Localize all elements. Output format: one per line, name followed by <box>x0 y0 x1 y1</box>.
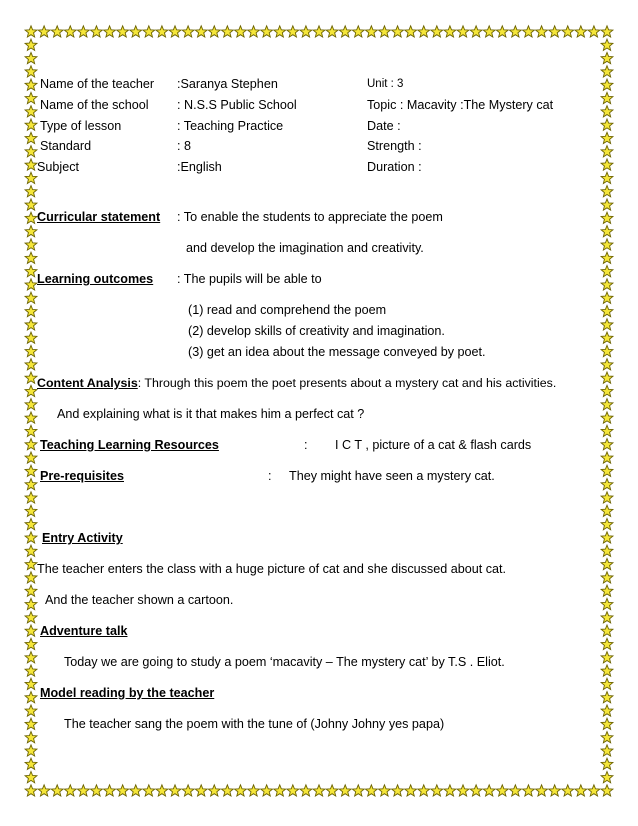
adventure-talk-text: Today we are going to study a poem ‘macavity – The mystery cat’ by T.S . Eliot. <box>64 655 505 669</box>
star-icon <box>51 785 63 796</box>
star-icon <box>25 665 37 676</box>
star-icon <box>601 479 613 490</box>
star-icon <box>25 265 37 276</box>
star-icon <box>444 785 456 796</box>
star-icon <box>169 26 181 37</box>
star-icon <box>601 345 613 356</box>
star-icon <box>601 412 613 423</box>
star-icon <box>25 119 37 130</box>
star-icon <box>601 26 613 37</box>
entry-activity-heading: Entry Activity <box>42 531 123 545</box>
star-icon <box>25 212 37 223</box>
lesson-type-value: : Teaching Practice <box>177 119 284 133</box>
star-icon <box>130 26 142 37</box>
star-icon <box>601 359 613 370</box>
star-icon <box>601 718 613 729</box>
star-icon <box>601 226 613 237</box>
star-icon <box>25 345 37 356</box>
star-icon <box>25 66 37 77</box>
star-icon <box>601 518 613 529</box>
date-field: Date : <box>367 119 401 133</box>
star-icon <box>77 26 89 37</box>
lesson-type-label: Type of lesson <box>40 119 122 133</box>
star-icon <box>25 732 37 743</box>
star-icon <box>274 785 286 796</box>
star-icon <box>601 771 613 782</box>
star-icon <box>117 785 129 796</box>
star-icon <box>601 625 613 636</box>
star-icon <box>25 678 37 689</box>
topic-field: Topic : Macavity :The Mystery cat <box>367 98 554 112</box>
star-icon <box>601 652 613 663</box>
model-reading-text: The teacher sang the poem with the tune of (Johny Johny yes papa) <box>64 717 445 731</box>
star-icon <box>25 305 37 316</box>
star-icon <box>25 452 37 463</box>
star-icon <box>25 585 37 596</box>
star-icon <box>536 785 548 796</box>
star-icon <box>418 785 430 796</box>
star-icon <box>25 252 37 263</box>
star-icon <box>379 785 391 796</box>
star-icon <box>25 319 37 330</box>
outcome-item: (3) get an idea about the message conveyed by poet. <box>188 345 486 359</box>
star-icon <box>509 26 521 37</box>
star-icon <box>470 26 482 37</box>
star-icon <box>25 545 37 556</box>
star-icon <box>208 785 220 796</box>
star-icon <box>25 652 37 663</box>
subject-value: :English <box>177 160 222 174</box>
curricular-line-2: and develop the imagination and creativity. <box>186 241 424 255</box>
star-icon <box>457 785 469 796</box>
star-icon <box>25 479 37 490</box>
entry-activity-line-2: And the teacher shown a cartoon. <box>45 593 234 607</box>
star-icon <box>562 785 574 796</box>
star-icon <box>392 26 404 37</box>
model-reading-heading: Model reading by the teacher <box>40 686 215 700</box>
star-icon <box>25 399 37 410</box>
star-icon <box>601 79 613 90</box>
star-icon <box>38 26 50 37</box>
subject-label: Subject <box>37 160 80 174</box>
star-icon <box>51 26 63 37</box>
curricular-label: Curricular statement <box>37 210 161 224</box>
star-icon <box>25 239 37 250</box>
star-icon <box>169 785 181 796</box>
school-name-label: Name of the school <box>40 98 149 112</box>
star-icon <box>601 92 613 103</box>
star-icon <box>601 159 613 170</box>
star-icon <box>195 785 207 796</box>
star-icon <box>25 745 37 756</box>
star-icon <box>25 359 37 370</box>
star-icon <box>25 785 37 796</box>
content-analysis <box>37 375 556 391</box>
star-icon <box>221 785 233 796</box>
duration-field: Duration : <box>367 160 422 174</box>
star-icon <box>601 745 613 756</box>
star-icon <box>523 26 535 37</box>
star-icon <box>601 439 613 450</box>
star-icon <box>601 106 613 117</box>
star-icon <box>25 186 37 197</box>
star-icon <box>248 785 260 796</box>
star-icon <box>326 26 338 37</box>
star-icon <box>25 572 37 583</box>
standard-label: Standard <box>40 139 92 153</box>
star-icon <box>261 26 273 37</box>
star-icon <box>601 305 613 316</box>
star-icon <box>25 172 37 183</box>
star-icon <box>182 785 194 796</box>
prerequisites-colon: : <box>268 469 272 483</box>
star-icon <box>575 26 587 37</box>
star-icon <box>601 132 613 143</box>
star-icon <box>339 26 351 37</box>
star-icon <box>601 319 613 330</box>
star-icon <box>562 26 574 37</box>
star-icon <box>235 785 247 796</box>
star-icon <box>25 612 37 623</box>
star-icon <box>156 785 168 796</box>
content-analysis-label: Content Analysis <box>37 376 138 390</box>
star-icon <box>25 52 37 63</box>
star-icon <box>601 186 613 197</box>
star-icon <box>601 732 613 743</box>
star-icon <box>274 26 286 37</box>
learning-outcomes-label: Learning outcomes <box>37 272 154 286</box>
star-icon <box>221 26 233 37</box>
star-icon <box>431 26 443 37</box>
star-icon <box>25 625 37 636</box>
star-icon <box>64 26 76 37</box>
content-analysis-line-2: And explaining what is it that makes him a perfect cat ? <box>57 407 365 421</box>
star-icon <box>25 385 37 396</box>
star-icon <box>601 146 613 157</box>
star-icon <box>287 26 299 37</box>
star-icon <box>601 492 613 503</box>
star-icon <box>339 785 351 796</box>
star-icon <box>601 545 613 556</box>
star-icon <box>601 598 613 609</box>
star-icon <box>25 492 37 503</box>
star-icon <box>300 26 312 37</box>
entry-activity-line-1: The teacher enters the class with a huge picture of cat and she discussed about cat. <box>37 562 507 576</box>
star-icon <box>130 785 142 796</box>
star-icon <box>470 785 482 796</box>
star-icon <box>25 638 37 649</box>
star-icon <box>235 26 247 37</box>
star-icon <box>601 465 613 476</box>
star-icon <box>25 558 37 569</box>
star-icon <box>601 52 613 63</box>
star-icon <box>549 26 561 37</box>
star-icon <box>601 239 613 250</box>
star-icon <box>182 26 194 37</box>
star-icon <box>25 771 37 782</box>
resources-label: Teaching Learning Resources <box>40 438 219 452</box>
star-icon <box>431 785 443 796</box>
star-icon <box>601 785 613 796</box>
star-icon <box>601 265 613 276</box>
star-icon <box>25 705 37 716</box>
star-icon <box>25 425 37 436</box>
star-icon <box>25 532 37 543</box>
star-icon <box>25 692 37 703</box>
teacher-name-label: Name of the teacher <box>40 77 155 91</box>
star-icon <box>25 465 37 476</box>
star-icon <box>25 758 37 769</box>
star-icon <box>195 26 207 37</box>
star-icon <box>601 505 613 516</box>
star-icon <box>91 785 103 796</box>
star-icon <box>496 785 508 796</box>
star-icon <box>352 785 364 796</box>
star-icon <box>25 92 37 103</box>
star-icon <box>25 372 37 383</box>
star-icon <box>601 292 613 303</box>
star-icon <box>38 785 50 796</box>
star-icon <box>287 785 299 796</box>
star-icon <box>549 785 561 796</box>
star-icon <box>25 26 37 37</box>
learning-outcomes-intro: : The pupils will be able to <box>177 272 322 286</box>
adventure-talk-heading: Adventure talk <box>40 624 128 638</box>
star-icon <box>117 26 129 37</box>
star-icon <box>25 518 37 529</box>
star-icon <box>25 79 37 90</box>
star-icon <box>25 279 37 290</box>
star-icon <box>25 106 37 117</box>
content-analysis-text: : Through this poem the poet presents about a mystery cat and his activities. <box>137 376 557 390</box>
star-icon <box>365 785 377 796</box>
star-icon <box>25 159 37 170</box>
star-icon <box>313 785 325 796</box>
star-icon <box>261 785 273 796</box>
star-icon <box>536 26 548 37</box>
star-icon <box>601 692 613 703</box>
star-icon <box>208 26 220 37</box>
star-icon <box>601 39 613 50</box>
star-icon <box>25 199 37 210</box>
star-icon <box>601 172 613 183</box>
star-icon <box>601 372 613 383</box>
star-icon <box>365 26 377 37</box>
outcome-item: (2) develop skills of creativity and imagination. <box>188 324 445 338</box>
star-icon <box>483 785 495 796</box>
star-icon <box>25 439 37 450</box>
star-icon <box>601 199 613 210</box>
star-icon <box>601 758 613 769</box>
star-icon <box>601 332 613 343</box>
star-icon <box>25 292 37 303</box>
star-icon <box>352 26 364 37</box>
star-icon <box>313 26 325 37</box>
outcome-item: (1) read and comprehend the poem <box>188 303 387 317</box>
star-icon <box>601 119 613 130</box>
star-icon <box>601 452 613 463</box>
star-icon <box>25 39 37 50</box>
standard-value: : 8 <box>177 139 192 153</box>
star-icon <box>25 226 37 237</box>
star-icon <box>25 718 37 729</box>
star-icon <box>405 26 417 37</box>
star-icon <box>601 638 613 649</box>
star-icon <box>601 585 613 596</box>
star-icon <box>588 785 600 796</box>
strength-field: Strength : <box>367 139 422 153</box>
star-icon <box>575 785 587 796</box>
star-icon <box>379 26 391 37</box>
prerequisites-label: Pre-requisites <box>40 469 124 483</box>
star-icon <box>25 412 37 423</box>
star-icon <box>25 146 37 157</box>
star-icon <box>444 26 456 37</box>
resources-colon: : <box>304 438 308 452</box>
star-icon <box>25 132 37 143</box>
star-icon <box>25 505 37 516</box>
star-icon <box>326 785 338 796</box>
star-icon <box>601 425 613 436</box>
star-icon <box>248 26 260 37</box>
school-name-value: : N.S.S Public School <box>177 98 297 112</box>
star-icon <box>143 26 155 37</box>
star-icon <box>601 532 613 543</box>
star-icon <box>300 785 312 796</box>
star-icon <box>156 26 168 37</box>
star-icon <box>77 785 89 796</box>
star-icon <box>588 26 600 37</box>
star-icon <box>418 26 430 37</box>
curricular-line-1: : To enable the students to appreciate the poem <box>177 210 443 224</box>
star-icon <box>64 785 76 796</box>
star-icon <box>601 665 613 676</box>
star-icon <box>405 785 417 796</box>
resources-value: I C T , picture of a cat & flash cards <box>335 438 532 452</box>
star-icon <box>483 26 495 37</box>
star-icon <box>392 785 404 796</box>
star-icon <box>601 279 613 290</box>
star-icon <box>104 785 116 796</box>
star-icon <box>601 612 613 623</box>
star-icon <box>601 572 613 583</box>
teacher-name-value: :Saranya Stephen <box>177 77 278 91</box>
star-icon <box>91 26 103 37</box>
star-icon <box>104 26 116 37</box>
star-icon <box>25 332 37 343</box>
star-icon <box>523 785 535 796</box>
star-icon <box>601 399 613 410</box>
star-icon <box>601 558 613 569</box>
unit-field: Unit : 3 <box>367 78 404 90</box>
star-icon <box>496 26 508 37</box>
star-icon <box>601 385 613 396</box>
star-icon <box>457 26 469 37</box>
star-icon <box>601 705 613 716</box>
star-icon <box>601 66 613 77</box>
star-icon <box>25 598 37 609</box>
prerequisites-value: They might have seen a mystery cat. <box>289 469 495 483</box>
star-icon <box>143 785 155 796</box>
star-icon <box>601 252 613 263</box>
star-icon <box>601 212 613 223</box>
star-icon <box>601 678 613 689</box>
star-icon <box>509 785 521 796</box>
